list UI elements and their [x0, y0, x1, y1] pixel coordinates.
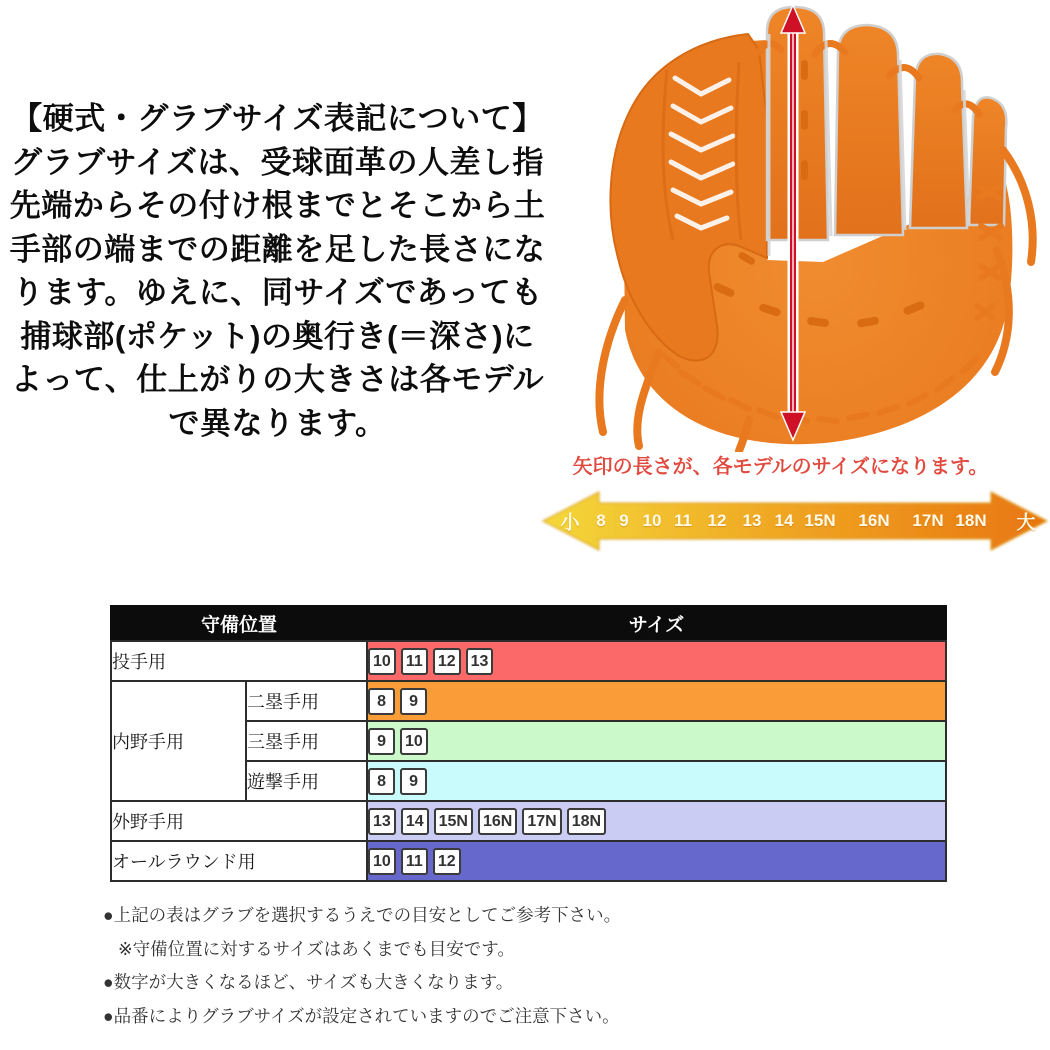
scale-label-small: 小: [560, 512, 580, 534]
glove-image: [563, 0, 1050, 452]
size-cell-allround: [367, 841, 946, 881]
scale-tick: 8: [596, 511, 606, 530]
table-header-row: [111, 606, 946, 641]
intro-line: ります。ゆえに、同サイズであっても: [12, 275, 543, 310]
size-chip: 10: [368, 848, 396, 875]
size-chip: 9: [368, 728, 395, 755]
subposition-label: 三塁手用: [246, 721, 367, 761]
arrow-caption: 矢印の長さが、各モデルのサイズになります。: [572, 456, 989, 478]
size-chip: 11: [401, 648, 428, 675]
scale-tick: 12: [707, 511, 727, 530]
scale-tick: 17N: [912, 511, 944, 530]
size-cell-pitcher: [367, 641, 946, 681]
position-label: 外野手用: [111, 801, 367, 841]
subposition-label: 遊撃手用: [246, 761, 367, 801]
pinky-finger: [969, 97, 1006, 225]
size-chip: 16N: [478, 808, 517, 835]
size-cell-third-base: [367, 721, 946, 761]
middle-finger: [835, 25, 903, 235]
size-cell-second-base: [367, 681, 946, 721]
intro-line: グラブサイズは、受球面革の人差し指: [10, 144, 545, 180]
size-chip: 8: [368, 768, 395, 795]
table-row-allround: [111, 841, 946, 881]
size-chip: 13: [466, 648, 494, 675]
scale-tick: 11: [674, 511, 692, 530]
note-text: 守備位置に対するサイズはあくまでも目安です。: [132, 938, 515, 959]
bullet-icon: ●: [103, 1005, 114, 1026]
subposition-label: 二塁手用: [246, 681, 367, 721]
position-label-infield: 内野手用: [111, 681, 246, 801]
size-chip: 18N: [567, 808, 606, 835]
note-line: [103, 905, 843, 925]
header-size: サイズ: [367, 606, 946, 641]
table-row-second-base: [111, 681, 946, 721]
scale-tick: 13: [742, 511, 762, 530]
table-row-outfield: [111, 801, 946, 841]
intro-line: 捕球部(ポケット)の奥行き(＝深さ)に: [20, 318, 535, 354]
intro-line: 【硬式・グラブサイズ表記について】: [11, 101, 544, 136]
note-line: [103, 972, 843, 992]
size-chip: 17N: [522, 808, 561, 835]
scale-tick: 10: [642, 511, 662, 530]
size-chip: 10: [400, 728, 428, 755]
header-position: 守備位置: [111, 606, 367, 641]
intro-text: [5, 97, 550, 445]
size-chip: 12: [433, 848, 461, 875]
size-chip: 8: [368, 688, 395, 715]
scale-tick: 15N: [804, 511, 836, 530]
note-line: [103, 1006, 843, 1026]
note-text: 品番によりグラブサイズが設定されていますのでご注意下さい。: [113, 1005, 620, 1026]
scale-tick: 16N: [858, 511, 890, 530]
notes: [103, 905, 843, 1039]
size-chip: 15N: [434, 808, 473, 835]
note-line: [103, 939, 843, 959]
position-label: オールラウンド用: [111, 841, 367, 881]
note-text: 数字が大きくなるほど、サイズも大きくなります。: [113, 972, 514, 992]
glove-svg: [563, 0, 1050, 452]
size-chip: 10: [368, 648, 396, 675]
intro-line: で異なります。: [168, 405, 387, 441]
intro-line: 先端からその付け根までとそこから土: [9, 188, 546, 223]
scale-tick: 18N: [955, 511, 987, 530]
size-cell-outfield: [367, 801, 946, 841]
intro-line: よって、仕上がりの大きさは各モデル: [10, 362, 545, 397]
position-label: 投手用: [111, 641, 367, 681]
size-chip: 11: [401, 848, 428, 875]
intro-line: 手部の端までの距離を足した長さにな: [9, 231, 546, 267]
size-cell-shortstop: [367, 761, 946, 801]
size-chip: 9: [400, 688, 427, 715]
size-chip: 12: [433, 648, 461, 675]
asterisk-icon: ※: [118, 938, 133, 959]
bullet-icon: ●: [103, 972, 114, 992]
size-chip: 9: [400, 768, 427, 795]
size-table: [110, 605, 947, 882]
scale-tick: 14: [774, 511, 794, 530]
size-scale: [540, 488, 1050, 554]
size-chip: 13: [368, 808, 396, 835]
scale-tick: 9: [619, 511, 629, 530]
note-text: 上記の表はグラブを選択するうえでの目安としてご参考下さい。: [113, 905, 622, 925]
scale-label-large: 大: [1016, 512, 1036, 534]
bullet-icon: ●: [103, 905, 114, 925]
table-row-pitcher: [111, 641, 946, 681]
size-chip: 14: [401, 808, 429, 835]
